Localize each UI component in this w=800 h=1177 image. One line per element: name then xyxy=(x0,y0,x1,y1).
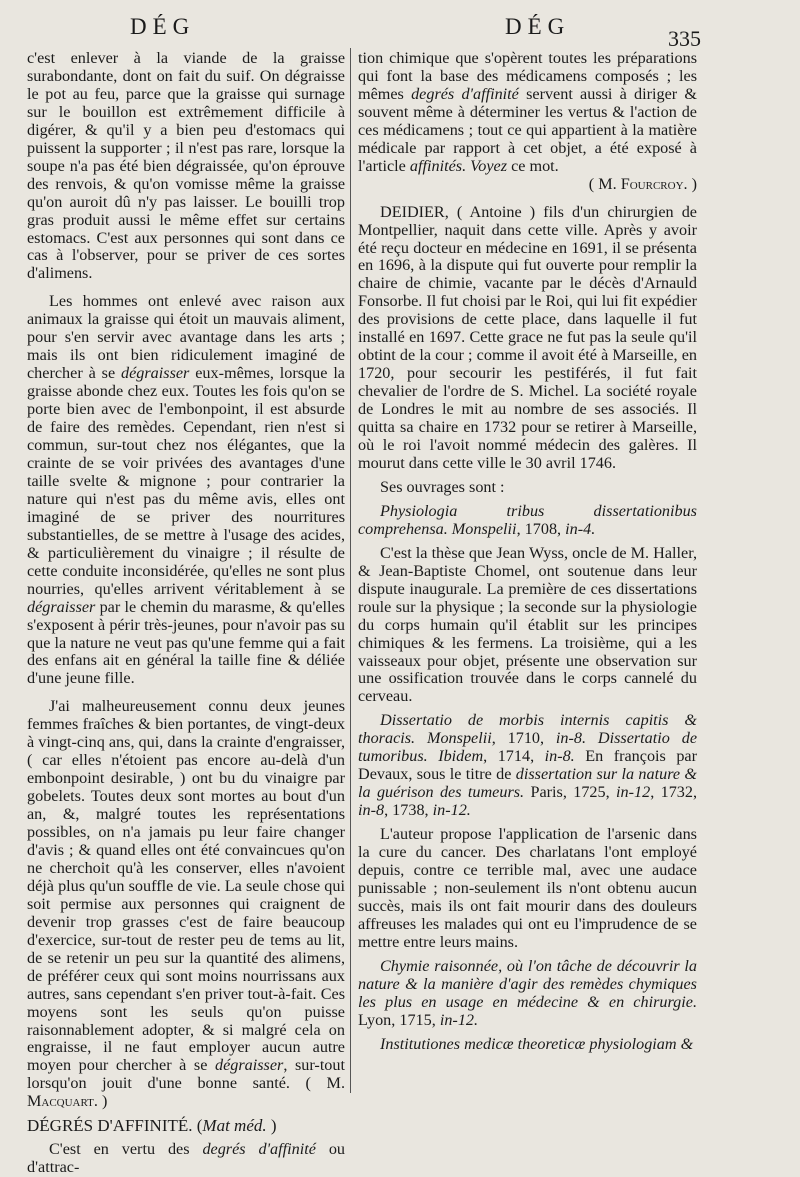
works-heading: Ses ouvrages sont : xyxy=(380,477,505,496)
work-dissertatio: Dissertatio de morbis internis capitis & thoracis. Monspelii, 1710, in-8. Dissertatio de tumoribus. Ibidem, 1714, in-8. En françois par Devaux, sous le titre de dissertation sur la nature & la guérison des tumeurs. Paris, 1725, in-12, 1732, in-8, 1738, in-12. xyxy=(358,711,698,820)
column-divider xyxy=(350,48,351,1093)
paragraph-degraisser-end: c'est enlever à la viande de la graisse surabondante, dont on fait du suif. On dégraisse le pot au feu, parce que la graisse qui surnage sur le bouillon est extrêmement difficile à digérer, & qu'il y a bien peu d'estomacs qui puissent la supporter ; il n'est pas rare, lorsque la soupe n'a pas été bien dégraissée, qu'on éprouve des renvois, & qu'on vomisse même la graisse qu'on auroit dû n'y pas laisser. Le bouilli trop gras produit aussi le même effet sur certains estomacs. C'est aux personnes qui sont dans ce cas à l'observer, pour se priver de ces sortes d'alimens. xyxy=(27,49,345,283)
running-head-right: DÉG xyxy=(505,14,571,39)
entry-deidier: DEIDIER, ( Antoine ) fils d'un chirurgien de Montpellier, naquit dans cette ville. Après y avoir été reçu docteur en médecine en 1691, il se présenta en 1696, à la dispute qui fut ouverte pour remplir la chaire de chimie, vacante par le décès d'Arnauld Fonsorbe. Il fut choisi par le Roi, qui lui fit expédier des provisions de cette place, dans laquelle il fut installé en 1697. Cette grace ne fut pas la seule qu'il obtint de la cour ; comme il avoit été à Marseille, en 1720, pour secourir les pestiférés, il fut fait chevalier de l'ordre de S. Michel. La société royale de Londres le mit au nombre de ses associés. Il quitta sa chaire en 1732 pour se retirer à Marseille, où le roi l'avoit nommé médecin des galères. Il mourut dans cette ville le 30 avril 1746. xyxy=(358,202,697,472)
entry-heading-degres-affinite: DÉGRÉS D'AFFINITÉ. (Mat méd. ) xyxy=(27,1116,277,1136)
right-column xyxy=(358,50,697,1054)
work-institutiones: Institutiones medicæ theoreticæ physiologiam & xyxy=(380,1034,694,1053)
author-signature-fourcroy: ( M. Fourcroy. ) xyxy=(588,174,697,193)
work-physiologia: Physiologia tribus dissertationibus comprehensa. Monspelii, 1708, in-4. xyxy=(358,501,697,538)
paragraph-affinite-start: C'est en vertu des degrés d'affinité ou d'attrac- xyxy=(27,1140,346,1177)
paragraph-these: C'est la thèse que Jean Wyss, oncle de M. Haller, & Jean-Baptiste Chomel, ont soutenue dans leur dispute inaugurale. La première de ces dissertations roule sur la physique ; la seconde sur la physiologie du corps humain qu'il établit sur les principes chimiques & les fermens. La troisième, qui a les vaisseaux pour objet, présente une observation sur une ossification trouvée dans le corps cannelé du cerveau. xyxy=(358,543,697,706)
paragraph-affinite-cont: tion chimique que s'opèrent toutes les préparations qui font la base des médicamens composés ; les mêmes degrés d'affinité servent aussi à diriger & souvent même à déterminer les vertus & l'action de ces médicamens ; tout ce qui appartient à la matière médicale par rapport à cet objet, a été exposé à l'article affinités. Voyez ce mot. xyxy=(358,49,698,175)
paragraph-animals-fat: Les hommes ont enlevé avec raison aux animaux la graisse qui étoit un mauvais aliment, pour s'en servir avec avantage dans les arts ; mais ils ont bien ridiculement imaginé de chercher à se dégraisser eux-mêmes, lorsque la graisse abonde chez eux. Toutes les fois qu'on se porte bien avec de l'embonpoint, il est absurde de faire des remèdes. Cependant, rien n'est si commun, sur-tout chez nos élégantes, que la crainte de se voir privées des avantages d'une taille svelte & mignone ; pour contrarier la nature qui n'est pas du même avis, elles ont imaginé de se priver des nourritures substantielles, de se mettre à l'usage des acides, & particulièrement du vinaigre ; il résulte de cette conduite inconsidérée, qu'elles ne sont plus nourries, qu'elles arrivent véritablement à se dégraisser par le chemin du marasme, & qu'elles s'exposent à périr très-jeunes, pour n'avoir pas su que la nature ne veut pas qu'une femme qui a fait des enfans ait en général la taille fine & déliée d'une jeune fille. xyxy=(27,292,345,688)
paragraph-arsenic: L'auteur propose l'application de l'arsenic dans la cure du cancer. Des charlatans l'ont employé depuis, contre ce terrible mal, avec une audace punissable ; non-seulement ils n'ont obtenu aucun succès, mais ils ont fait mourir dans des douleurs affreuses les malades qui ont eu l'imprudence de se mettre entre leurs mains. xyxy=(358,825,697,951)
left-column xyxy=(27,50,345,1177)
paragraph-young-women: J'ai malheureusement connu deux jeunes femmes fraîches & bien portantes, de vingt-deux à vingt-cinq ans, qui, dans la crainte d'engraisser, ( car elles n'étoient pas encore au-delà d'un embonpoint desirable, ) ont bu du vinaigre par gobelets. Toutes deux sont mortes au bout d'un an, &, malgré toutes les représentations possibles, on n'a jamais pu leur faire changer d'avis ; & quand elles ont été convaincues qu'on ne cherchoit qu'à les conserver, elles n'avoient déjà plus qu'un souffle de vie. La seule chose qui soit permise aux personnes qui craignent de devenir trop grasses c'est de faire beaucoup d'exercice, sur-tout de rester peu de tems au lit, de se retenir un peu sur la quantité des alimens, de préférer ceux qui sont moins nourrissans aux autres, sans cependant s'en priver tout-à-fait. Ces moyens sont les seuls qu'on puisse raisonnablement adopter, & si malgré cela on engraisse, il ne faut employer aucun autre moyen pour chercher à se dégraisser, sur-tout lorsqu'on jouit d'une bonne santé. ( M. Macquart. ) xyxy=(27,697,345,1111)
work-chymie: Chymie raisonnée, où l'on tâche de découvrir la nature & la manière d'agir des remèdes chymiques les plus en usage en médecine & en chirurgie. Lyon, 1715, in-12. xyxy=(358,956,697,1029)
page-number: 335 xyxy=(668,26,701,51)
running-head-left: DÉG xyxy=(130,14,196,39)
